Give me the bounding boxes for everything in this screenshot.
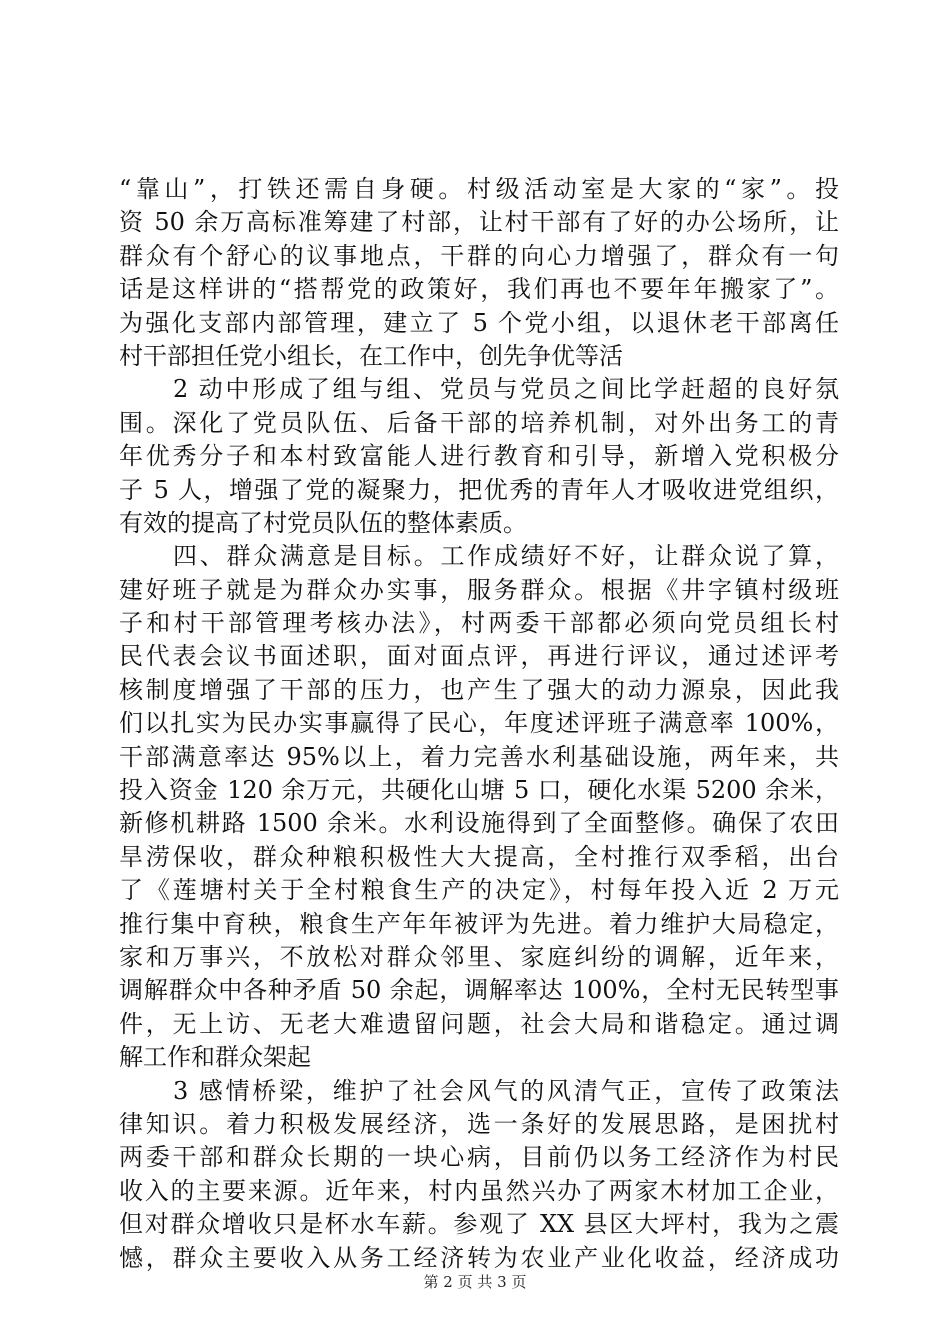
page-number: 第 2 页 共 3 页 (423, 1273, 527, 1291)
text-line: 律知识。着力积极发展经济，选一条好的发展思路，是困扰村 (119, 1109, 839, 1138)
text-line: 群众有个舒心的议事地点，干群的向心力增强了，群众有一句 (119, 241, 839, 270)
text-line: “靠山”，打铁还需自身硬。村级活动室是大家的“家”。投 (119, 175, 839, 203)
text-line: 子和村干部管理考核办法》，村两委干部都必须向党员组长村 (119, 609, 839, 638)
text-line: 干部满意率达 95%以上，着力完善水利基础设施，两年来，共 (119, 742, 839, 771)
text-line: 子 5 人，增强了党的凝聚力，把优秀的青年人才吸收进党组织， (119, 475, 839, 504)
text-line: 资 50 余万高标准筹建了村部，让村干部有了好的办公场所，让 (119, 208, 839, 237)
text-line: 四、群众满意是目标。工作成绩好不好，让群众说了算， (173, 542, 839, 571)
text-line: 推行集中育秧，粮食生产年年被评为先进。着力维护大局稳定， (119, 909, 839, 938)
text-line: 家和万事兴，不放松对群众邻里、家庭纠纷的调解，近年来， (119, 942, 839, 971)
text-line: 村干部担任党小组长，在工作中，创先争优等活 (119, 341, 623, 370)
text-line: 核制度增强了干部的压力，也产生了强大的动力源泉，因此我 (119, 675, 839, 704)
text-line: 了《莲塘村关于全村粮食生产的决定》，村每年投入近 2 万元 (119, 876, 839, 905)
text-line: 围。深化了党员队伍、后备干部的培养机制，对外出务工的青 (119, 408, 839, 437)
text-line: 投入资金 120 余万元，共硬化山塘 5 口，硬化水渠 5200 余米， (119, 776, 839, 805)
text-line: 年优秀分子和本村致富能人进行教育和引导，新增入党积极分 (119, 442, 839, 471)
text-line: 3 感情桥梁，维护了社会风气的风清气正，宣传了政策法 (173, 1076, 839, 1105)
text-line: 建好班子就是为群众办实事，服务群众。根据《井字镇村级班 (119, 575, 839, 604)
page-footer (0, 1272, 950, 1292)
text-line: 有效的提高了村党员队伍的整体素质。 (119, 508, 527, 537)
text-line: 憾，群众主要收入从务工经济转为农业产业化收益，经济成功 (119, 1243, 839, 1272)
document-body (119, 173, 839, 1275)
text-line: 两委干部和群众长期的一块心病，目前仍以务工经济作为村民 (119, 1143, 839, 1172)
text-line: 但对群众增收只是杯水车薪。参观了 XX 县区大坪村，我为之震 (119, 1210, 839, 1239)
text-line: 解工作和群众架起 (119, 1043, 311, 1072)
text-line: 2 动中形成了组与组、党员与党员之间比学赶超的良好氛 (173, 375, 839, 404)
text-line: 旱涝保收，群众种粮积极性大大提高，全村推行双季稻，出台 (119, 842, 839, 871)
text-line: 为强化支部内部管理，建立了 5 个党小组，以退休老干部离任 (119, 308, 839, 337)
text-line: 件，无上访、无老大难遗留问题，社会大局和谐稳定。通过调 (119, 1009, 839, 1038)
text-line: 话是这样讲的“搭帮党的政策好，我们再也不要年年搬家了”。 (119, 275, 839, 304)
text-line: 收入的主要来源。近年来，村内虽然兴办了两家木材加工企业， (119, 1176, 839, 1205)
text-line: 调解群众中各种矛盾 50 余起，调解率达 100%，全村无民转型事 (119, 976, 839, 1005)
text-line: 新修机耕路 1500 余米。水利设施得到了全面整修。确保了农田 (119, 809, 839, 838)
text-line: 民代表会议书面述职，面对面点评，再进行评议，通过述评考 (119, 642, 839, 671)
text-line: 们以扎实为民办实事赢得了民心，年度述评班子满意率 100%， (119, 709, 839, 738)
